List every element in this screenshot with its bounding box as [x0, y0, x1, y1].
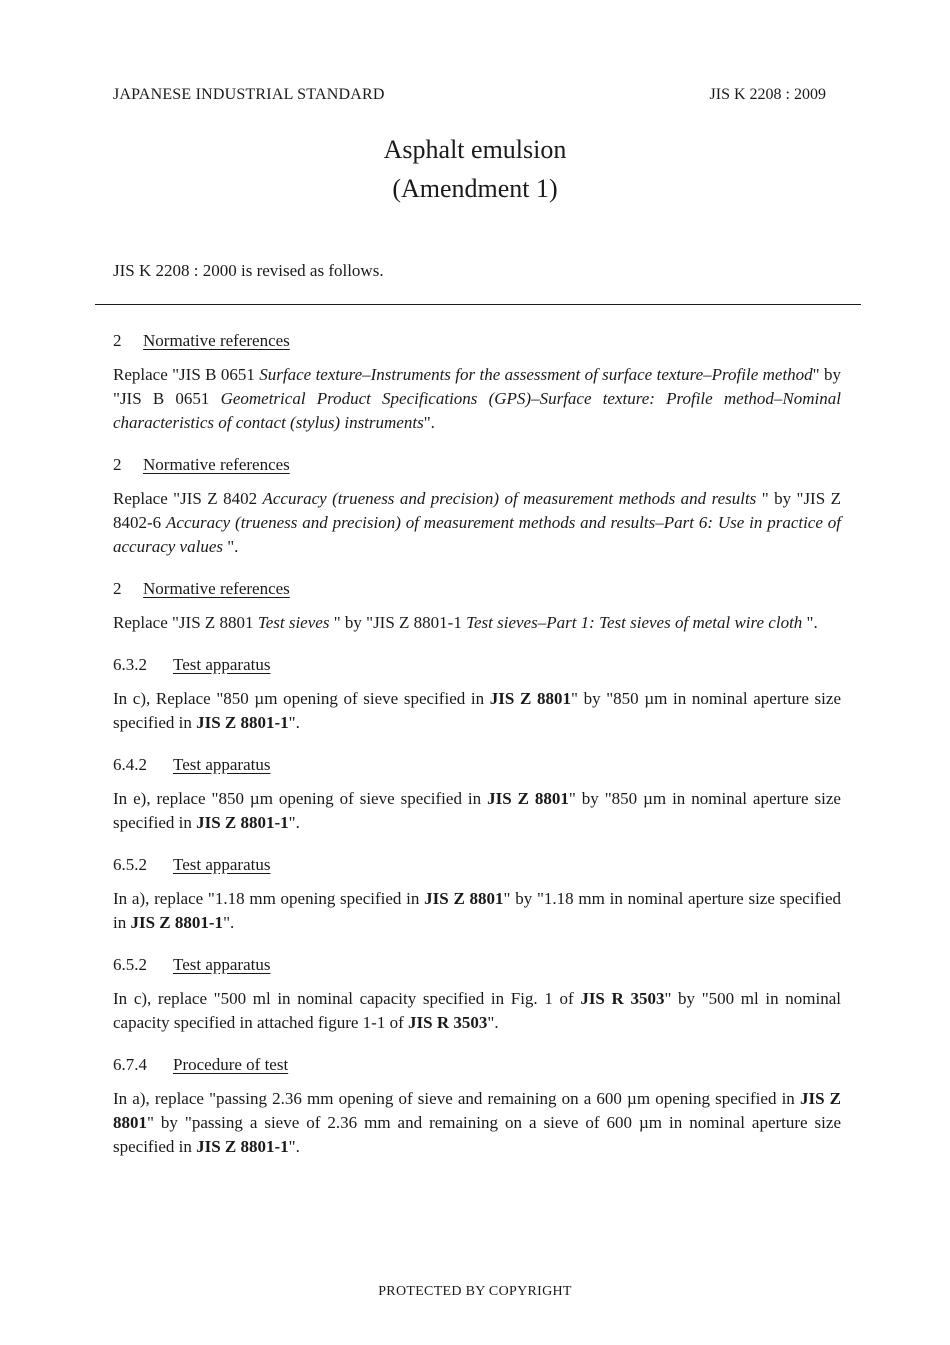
para-title-italic: Accuracy (trueness and precision) of measurement methods and results	[262, 489, 757, 508]
para-text: ".	[288, 1137, 300, 1156]
amendment-section	[113, 1053, 841, 1159]
para-text: " by "JIS Z 8801-1	[329, 613, 467, 632]
amendments-body	[113, 329, 841, 1177]
amendment-section	[113, 853, 841, 935]
para-text: In e), replace "850 µm opening of sieve specified in	[113, 789, 488, 808]
copyright-footer: PROTECTED BY COPYRIGHT	[378, 1284, 572, 1299]
section-heading	[113, 953, 841, 977]
standard-ref: JIS Z 8801	[487, 789, 569, 808]
para-text: " by "850 µm in nominal aperture size specified in	[113, 689, 841, 732]
section-heading	[113, 853, 841, 877]
para-text: ".	[288, 713, 300, 732]
para-text: ".	[487, 1013, 499, 1032]
para-text: In c), Replace "850 µm opening of sieve specified in	[113, 689, 490, 708]
section-title: Normative references	[143, 455, 290, 474]
section-heading	[113, 329, 841, 353]
para-text: " by "JIS B 0651	[113, 365, 841, 408]
para-text: In a), replace "passing 2.36 mm opening of sieve and remaining on a 600 µm opening specified in	[113, 1089, 800, 1108]
para-title-italic: Surface texture–Instruments for the assessment of surface texture–Profile method	[259, 365, 813, 384]
section-heading	[113, 453, 841, 477]
para-text: In a), replace "1.18 mm opening specified in	[113, 889, 425, 908]
document-title: Asphalt emulsion	[383, 135, 567, 164]
para-title-italic: Test sieves	[257, 613, 330, 632]
standard-ref: JIS Z 8801	[113, 1089, 841, 1132]
section-paragraph	[113, 363, 841, 435]
para-text: " by "JIS Z 8402-6	[113, 489, 841, 532]
section-title: Test apparatus	[173, 855, 271, 874]
amendment-section	[113, 329, 841, 435]
standard-ref: JIS Z 8801-1	[196, 713, 289, 732]
section-paragraph	[113, 687, 841, 735]
section-title: Test apparatus	[173, 655, 271, 674]
section-title: Test apparatus	[173, 955, 271, 974]
section-title: Test apparatus	[173, 755, 271, 774]
para-text: ".	[802, 613, 818, 632]
para-text: Replace "JIS B 0651	[113, 365, 260, 384]
section-paragraph	[113, 487, 841, 559]
standard-ref: JIS Z 8801-1	[130, 913, 224, 932]
amendment-section	[113, 453, 841, 559]
standard-ref: JIS Z 8801-1	[196, 1137, 289, 1156]
standard-ref: JIS Z 8801	[489, 689, 571, 708]
para-text: ".	[222, 537, 239, 556]
para-text: ".	[288, 813, 300, 832]
standard-ref: JIS R 3503	[408, 1013, 488, 1032]
divider-rule	[95, 304, 861, 305]
section-number: 6.5.2	[113, 955, 147, 974]
header-standard-label: JAPANESE INDUSTRIAL STANDARD	[113, 86, 385, 103]
section-heading	[113, 1053, 841, 1077]
para-text: In c), replace "500 ml in nominal capacity specified in Fig. 1 of	[113, 989, 581, 1008]
amendment-section	[113, 953, 841, 1035]
section-heading	[113, 653, 841, 677]
para-text: " by "passing a sieve of 2.36 mm and remaining on a sieve of 600 µm in nominal aperture size specified in	[113, 1113, 841, 1156]
para-text: ".	[423, 413, 435, 432]
para-text: " by "850 µm in nominal aperture size specified in	[113, 789, 841, 832]
section-paragraph	[113, 987, 841, 1035]
section-paragraph	[113, 1087, 841, 1159]
section-title: Normative references	[143, 331, 290, 350]
section-number: 6.3.2	[113, 655, 147, 674]
section-heading	[113, 753, 841, 777]
para-text: Replace "JIS Z 8402	[113, 489, 263, 508]
section-title: Normative references	[143, 579, 290, 598]
para-text: " by "500 ml in nominal capacity specified in attached figure 1-1 of	[113, 989, 841, 1032]
para-text: ".	[223, 913, 235, 932]
section-number: 6.5.2	[113, 855, 147, 874]
para-title-italic: Test sieves–Part 1: Test sieves of metal wire cloth	[466, 613, 803, 632]
section-number: 6.7.4	[113, 1055, 147, 1074]
section-title: Procedure of test	[173, 1055, 289, 1074]
section-paragraph	[113, 611, 841, 635]
para-text: Replace "JIS Z 8801	[113, 613, 258, 632]
amendment-section	[113, 653, 841, 735]
section-number: 2	[113, 579, 122, 598]
section-heading	[113, 577, 841, 601]
para-title-italic: Geometrical Product Specifications (GPS)–Surface texture: Profile method–Nominal characteristics of contact (stylus) instruments	[113, 389, 841, 432]
standard-ref: JIS Z 8801-1	[196, 813, 289, 832]
header-standard-number: JIS K 2208 : 2009	[709, 86, 826, 103]
document-subtitle: (Amendment 1)	[392, 174, 558, 203]
para-title-italic: Accuracy (trueness and precision) of measurement methods and results–Part 6: Use in practice of accuracy values	[113, 513, 841, 556]
intro-text: JIS K 2208 : 2000 is revised as follows.	[113, 261, 384, 280]
amendment-section	[113, 577, 841, 635]
amendment-section	[113, 753, 841, 835]
standard-ref: JIS R 3503	[580, 989, 665, 1008]
section-number: 2	[113, 331, 122, 350]
section-number: 2	[113, 455, 122, 474]
section-paragraph	[113, 787, 841, 835]
section-number: 6.4.2	[113, 755, 147, 774]
para-text: " by "1.18 mm in nominal aperture size specified in	[113, 889, 841, 932]
section-paragraph	[113, 887, 841, 935]
standard-ref: JIS Z 8801	[424, 889, 504, 908]
